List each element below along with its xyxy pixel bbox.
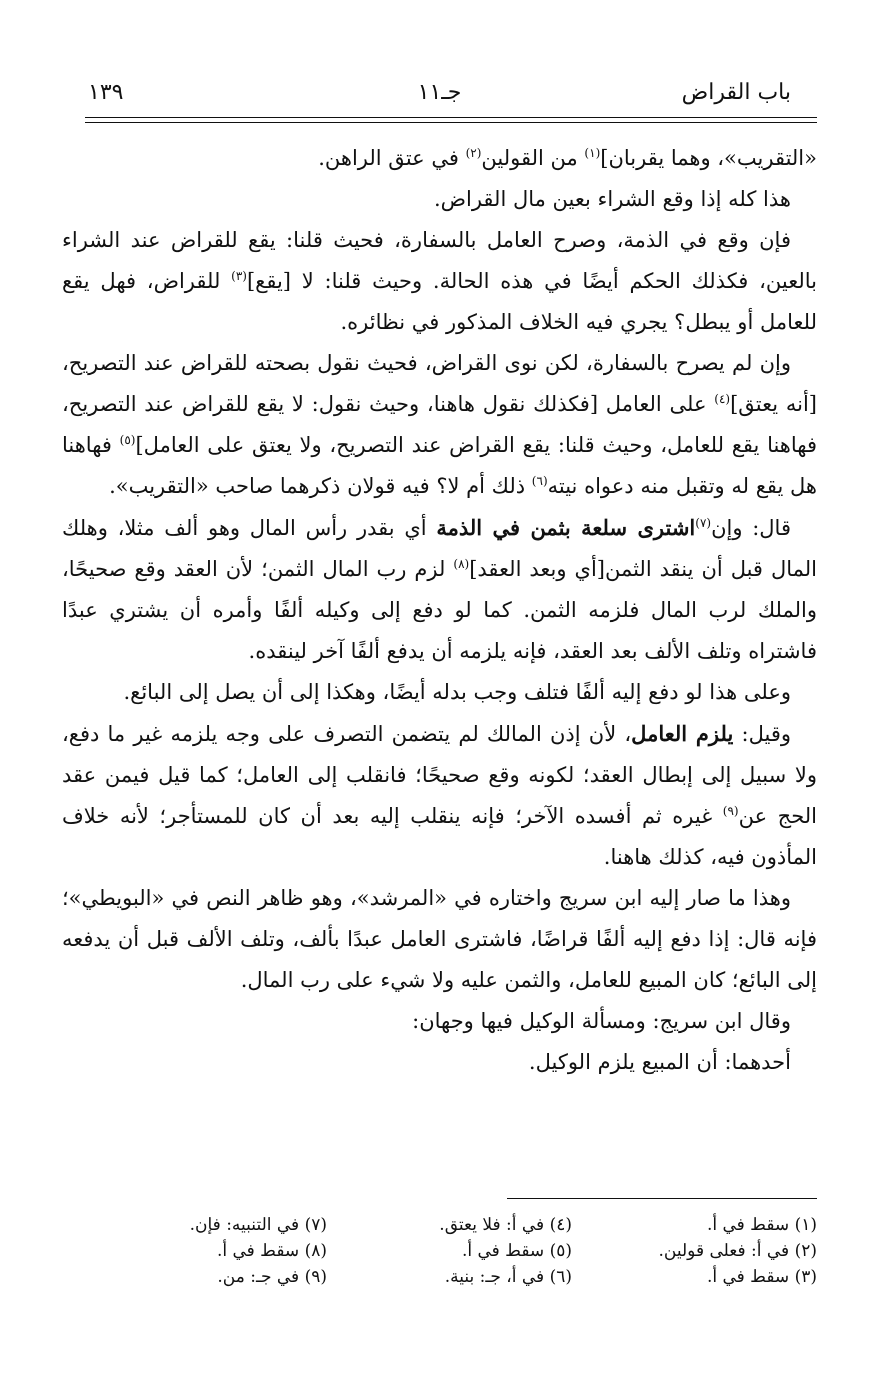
main-text — [62, 138, 817, 1083]
volume-label: جـ١١ — [417, 80, 462, 105]
footnote-item: (٩) في جـ: من. — [217, 1267, 327, 1287]
footnote-column-2 — [342, 1212, 572, 1290]
paragraph-3: فإن وقع في الذمة، وصرح العامل بالسفارة، فحيث قلنا: يقع للقراض عند الشراء بالعين، فكذلك الحكم أيضًا في هذه الحالة. وحيث قلنا: لا [يقع]$^{(٣)}$ للقراض، فهل يقع للعامل أو يبطل؟ يجري فيه الخلاف المذكور في نظائره. — [62, 228, 817, 334]
footnote-column-1 — [587, 1212, 817, 1290]
matn-text: يلزم العامل — [631, 721, 734, 746]
paragraph-10: أحدهما: أن المبيع يلزم الوكيل. — [528, 1050, 791, 1074]
footnote-item: (٥) سقط في أ. — [461, 1241, 572, 1261]
paragraph-7: وقيل: يلزم العامل، لأن إذن المالك لم يتضمن التصرف على وجه يلزمه غير ما دفع، ولا سبيل إلى إبطال العقد؛ لكونه وقع صحيحًا؛ فانقلب إلى العامل؛ كما قيل فيمن عقد الحج عن$^{(٩)}$ غيره ثم أفسده الآخر؛ فإنه ينقلب إليه بعد أن كان للمستأجر؛ لأنه خلاف المأذون فيه، كذلك هاهنا. — [62, 721, 817, 869]
header-rule-top — [85, 117, 817, 118]
paragraph-2: هذا كله إذا وقع الشراء بعين مال القراض. — [433, 187, 791, 211]
chapter-title: باب القراض — [681, 80, 791, 105]
page-number: ١٣٩ — [88, 80, 124, 105]
footnote-ref: (٢) — [465, 146, 482, 160]
footnote-ref: (٧) — [695, 516, 712, 530]
matn-text: اشترى سلعة بثمن في الذمة — [436, 515, 696, 540]
footnote-ref: (٤) — [714, 392, 731, 406]
paragraph-9: وقال ابن سريج: ومسألة الوكيل فيها وجهان: — [412, 1009, 791, 1033]
paragraph-4: وإن لم يصرح بالسفارة، لكن نوى القراض، فحيث نقول بصحته للقراض عند التصريح، [أنه يعتق]$^{(٤)}$ على العامل [فكذلك نقول هاهنا، وحيث نقول: لا يقع للقراض عند التصريح، فهاهنا يقع للعامل، وحيث قلنا: يقع القراض عند التصريح، ولا يعتق على العامل]$^{(٥)}$ فهاهنا هل يقع له وتقبل منه دعواه نيته$^{(٦)}$ ذلك أم لا؟ فيه قولان ذكرهما صاحب «التقريب». — [62, 351, 817, 498]
footnote-ref: (٦) — [531, 474, 548, 488]
footnote-rule — [507, 1198, 817, 1199]
header-rule-bottom — [85, 122, 817, 123]
paragraph-6: وعلى هذا لو دفع إليه ألفًا فتلف وجب بدله أيضًا، وهكذا إلى أن يصل إلى البائع. — [123, 680, 791, 704]
paragraph-5: قال: وإن$^{(٧)}$اشترى سلعة بثمن في الذمة أي بقدر رأس المال وهو ألف مثلا، وهلك المال قبل أن ينقد الثمن[أي وبعد العقد]$^{(٨)}$ لزم رب المال الثمن؛ لأن العقد وقع صحيحًا، والملك لرب المال فلزمه الثمن. كما لو دفع إلى وكيله ألفًا وأمره أن يشتري عبدًا فاشتراه وتلف الألف بعد العقد، فإنه يلزمه أن يدفع ألفًا آخر لينقده. — [62, 515, 817, 663]
footnote-ref: (١) — [584, 146, 601, 160]
footnote-item: (٣) سقط في أ. — [706, 1267, 817, 1287]
footnote-ref: (٣) — [231, 269, 247, 283]
footnote-ref: (٩) — [722, 804, 739, 818]
footnote-item: (٨) سقط في أ. — [216, 1241, 327, 1261]
footnote-item: (٦) في أ، جـ: بنية. — [444, 1267, 572, 1287]
footnote-ref: (٨) — [453, 557, 470, 571]
footnote-item: (٤) في أ: فلا يعتق. — [439, 1215, 572, 1235]
paragraph-8: وهذا ما صار إليه ابن سريج واختاره في «المرشد»، وهو ظاهر النص في «البويطي»؛ فإنه قال: إذا دفع إليه ألفًا قراضًا، فاشترى العامل عبدًا بألف، وتلف الألف قبل أن يدفعه إلى البائع؛ كان المبيع للعامل، والثمن عليه ولا شيء على رب المال. — [62, 886, 817, 992]
footnote-item: (٢) في أ: فعلى قولين. — [658, 1241, 817, 1261]
footnote-ref: (٥) — [119, 433, 136, 447]
footnote-column-3 — [97, 1212, 327, 1290]
paragraph-1: «التقريب»، وهما يقربان]$^{(١)}$ من القولين$^{(٢)}$ في عتق الراهن. — [318, 146, 817, 170]
footnote-item: (١) سقط في أ. — [706, 1215, 817, 1235]
footnote-item: (٧) في التنبيه: فإن. — [189, 1215, 327, 1235]
